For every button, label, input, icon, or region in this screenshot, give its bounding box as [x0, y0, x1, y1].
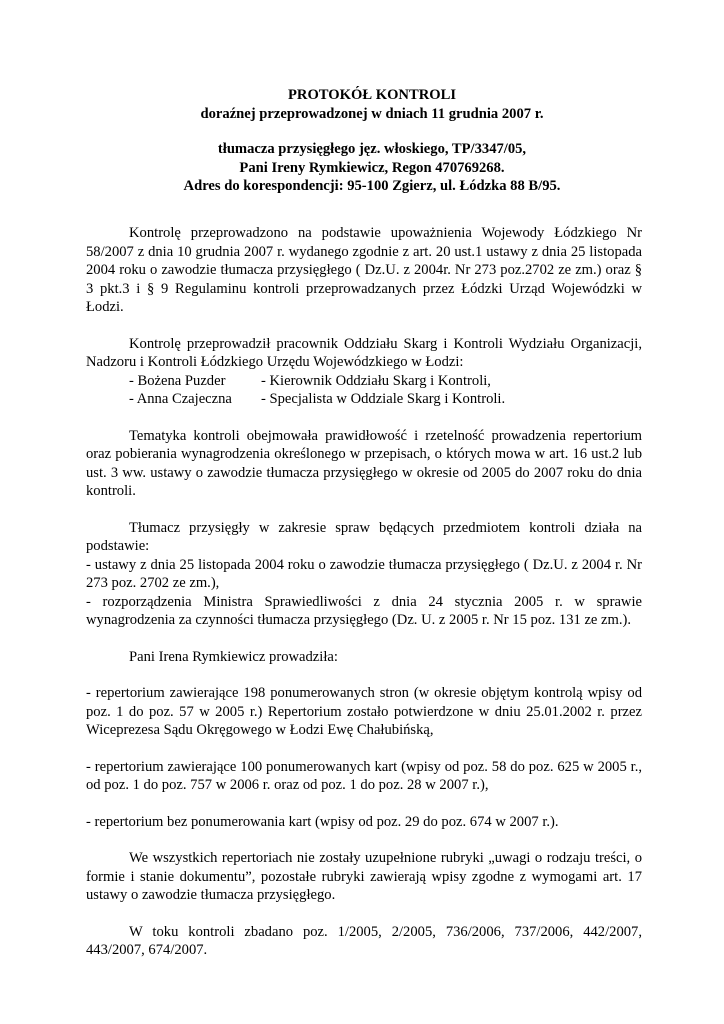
- inspector-name: - Bożena Puzder: [129, 372, 226, 389]
- register-item: - repertorium zawierające 198 ponumerowanych stron (w okresie objętym kontrolą wpisy od poz. 1 do poz. 57 w 2005 r.) Repertorium zostało potwierdzone w dniu 25.01.2002 r. przez Wiceprezesa Sądu Okręgowego w Łodzi Ewę Chałubińską,: [86, 685, 642, 738]
- register-item: - repertorium bez ponumerowania kart (wpisy od poz. 29 do poz. 674 w 2007 r.).: [86, 813, 559, 830]
- translator-info: tłumacza przysięgłego jęz. włoskiego, TP/3347/05,: [217, 141, 527, 157]
- paragraph-inspector-intro: Kontrolę przeprowadził pracownik Oddziału Skarg i Kontroli Wydziału Organizacji, Nadzoru i Kontroli Łódzkiego Urzędu Wojewódzkiego w Łodzi:: [86, 335, 642, 370]
- document-title: PROTOKÓŁ KONTROLI: [288, 87, 456, 103]
- header-spacer: [80, 123, 664, 140]
- document-subtitle: doraźnej przeprowadzonej w dniach 11 grudnia 2007 r.: [200, 105, 544, 122]
- legal-basis-item: - rozporządzenia Ministra Sprawiedliwości z dnia 24 stycznia 2005 r. w sprawie wynagrodzenia za czynności tłumacza przysięgłego (Dz. U. z 2005 r. Nr 15 poz. 131 ze zm.).: [86, 593, 642, 628]
- paragraph-findings: We wszystkich repertoriach nie zostały uzupełnione rubryki „uwagi o rodzaju treści, o formie i stanie dokumentu”, pozostałe rubryki zawierają wpisy zgodne z wymogami art. 17 ustawy o zawodzie tłumacza przysięgłego.: [86, 850, 642, 903]
- inspector-name: - Anna Czajeczna: [129, 391, 232, 407]
- translator-name-regon: Pani Ireny Rymkiewicz, Regon 470769268.: [239, 159, 505, 176]
- paragraph-kept-registers: Pani Irena Rymkiewicz prowadziła:: [129, 648, 338, 665]
- inspector-row: [86, 390, 642, 409]
- correspondence-address: Adres do korespondencji: 95-100 Zgierz, ul. Łódzka 88 B/95.: [183, 178, 561, 194]
- register-item: - repertorium zawierające 100 ponumerowanych kart (wpisy od poz. 58 do poz. 625 w 2005 r., od poz. 1 do poz. 757 w 2006 r. oraz od poz. 1 do poz. 28 w 2007 r.),: [86, 758, 642, 793]
- document-body: [86, 224, 642, 960]
- legal-basis-item: - ustawy z dnia 25 listopada 2004 roku o zawodzie tłumacza przysięgłego ( Dz.U. z 2004 r. Nr 273 poz. 2702 ze zm.),: [86, 556, 642, 591]
- paragraph-examined-entries: W toku kontroli zbadano poz. 1/2005, 2/2005, 736/2006, 737/2006, 442/2007, 443/2007, 674/2007.: [86, 923, 642, 958]
- inspector-role: - Kierownik Oddziału Skarg i Kontroli,: [261, 372, 491, 389]
- paragraph-legal-basis: Tłumacz przysięgły w zakresie spraw będących przedmiotem kontroli działa na podstawie:: [86, 519, 642, 554]
- paragraph-authorization: Kontrolę przeprowadzono na podstawie upoważnienia Wojewody Łódzkiego Nr 58/2007 z dnia 10 grudnia 2007 r. wydanego zgodnie z art. 20 ust.1 ustawy z dnia 25 listopada 2004 roku o zawodzie tłumacza przysięgłego ( Dz.U. z 2004r. Nr 273 poz.2702 ze zm.) oraz § 3 pkt.3 i § 9 Regulaminu kontroli przeprowadzanych przez Łódzki Urząd Wojewódzki w Łodzi.: [86, 225, 642, 315]
- inspector-role: - Specjalista w Oddziale Skarg i Kontroli.: [261, 391, 506, 407]
- paragraph-scope: Tematyka kontroli obejmowała prawidłowość i rzetelność prowadzenia repertorium oraz pobierania wynagrodzenia określonego w przepisach, o których mowa w art. 16 ust.2 lub ust. 3 ww. ustawy o zawodzie tłumacza przysięgłego w okresie od 2005 do 2007 roku do dnia kontroli.: [86, 427, 642, 499]
- document-header: [80, 86, 664, 196]
- inspector-row: [86, 372, 642, 391]
